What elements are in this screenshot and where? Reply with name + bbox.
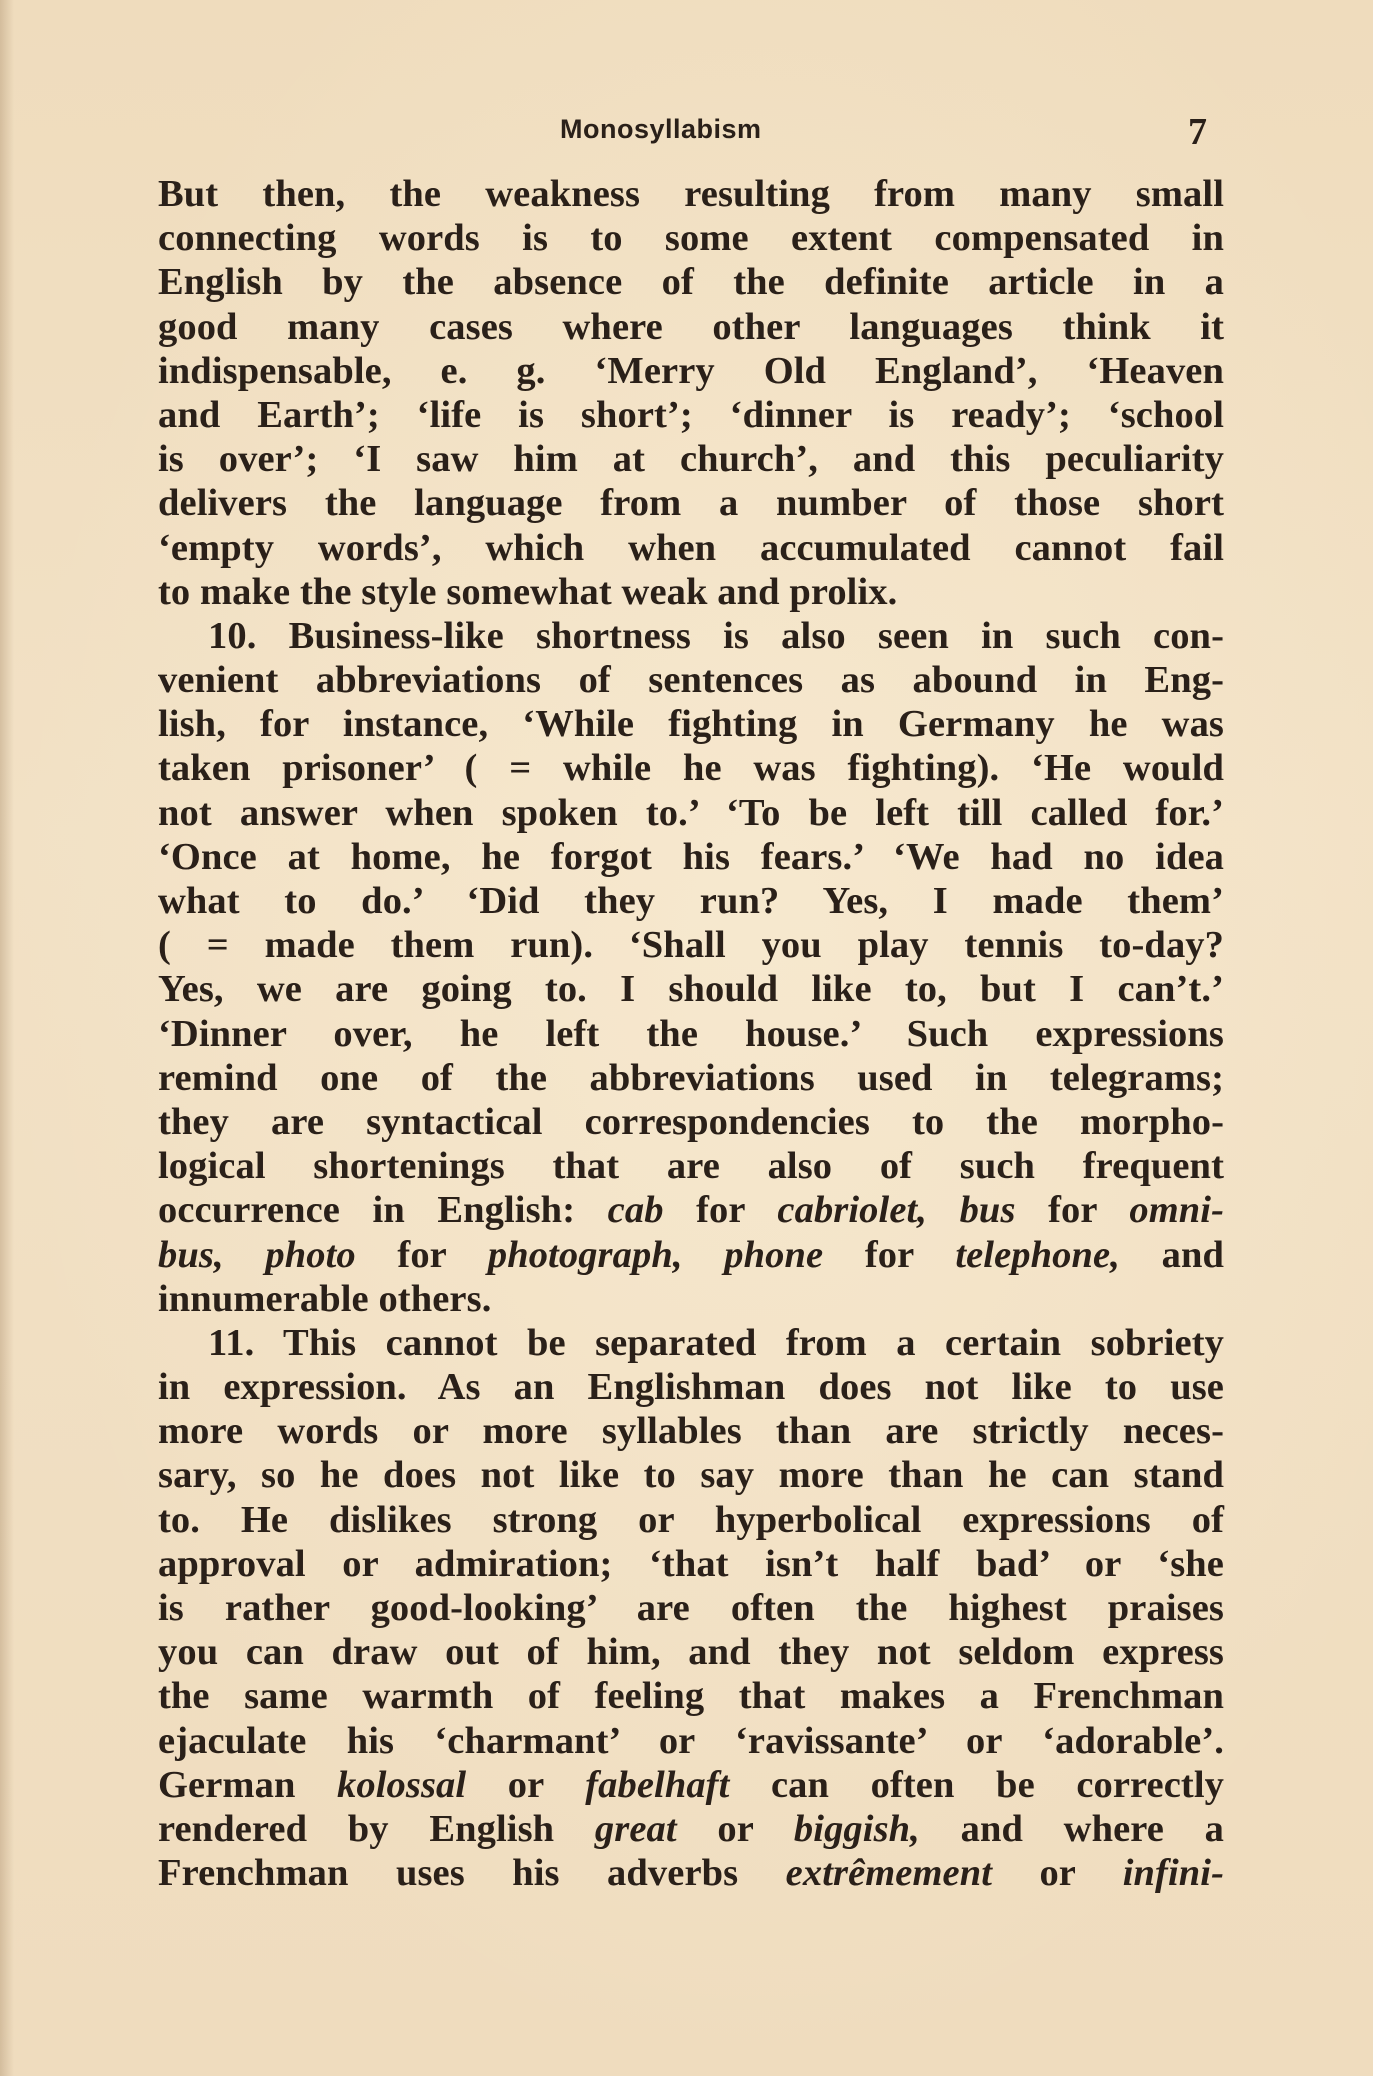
text-line: approval or admiration; ‘that isn’t half bad’ or ‘she	[158, 1542, 1224, 1585]
text-line: occurrence in English: cab for cabriolet, bus for omni-	[158, 1189, 1225, 1232]
text-line: lish, for instance, ‘While fighting in Germany he was	[158, 703, 1224, 746]
text-line: German kolossal or fabelhaft can often be correctly	[158, 1763, 1224, 1806]
text-line: indispensable, e. g. ‘Merry Old England’, ‘Heaven	[158, 349, 1224, 392]
text-line: ‘Dinner over, he left the house.’ Such expressions	[158, 1012, 1224, 1055]
text-line: more words or more syllables than are strictly neces-	[158, 1410, 1224, 1453]
page-number: 7	[1188, 111, 1207, 153]
text-line: taken prisoner’ ( = while he was fighting). ‘He would	[158, 747, 1224, 790]
text-line: ‘Once at home, he forgot his fears.’ ‘We had no idea	[158, 835, 1224, 878]
text-line: is over’; ‘I saw him at church’, and this peculiarity	[158, 438, 1224, 481]
text-line: in expression. As an Englishman does not like to use	[158, 1366, 1224, 1409]
paragraph-10-start: 10. Business-like shortness is also seen in such con-	[208, 614, 1224, 657]
text-line: venient abbreviations of sentences as abound in Eng-	[158, 659, 1224, 702]
text-line: and Earth’; ‘life is short’; ‘dinner is ready’; ‘school	[158, 393, 1224, 436]
text-line: Frenchman uses his adverbs extrêmement or infini-	[158, 1852, 1224, 1895]
text-line: sary, so he does not like to say more than he can stand	[158, 1454, 1224, 1497]
text-line: they are syntactical correspondencies to the morpho-	[158, 1100, 1224, 1143]
text-line: good many cases where other languages think it	[158, 305, 1224, 348]
running-title: Monosyllabism	[560, 114, 762, 144]
text-line: to make the style somewhat weak and prolix.	[158, 570, 898, 613]
text-line: not answer when spoken to.’ ‘To be left till called for.’	[158, 791, 1224, 834]
text-line: remind one of the abbreviations used in telegrams;	[158, 1056, 1224, 1099]
text-line: delivers the language from a number of those short	[158, 482, 1224, 525]
body-text	[158, 172, 1224, 1895]
text-line: logical shortenings that are also of such frequent	[158, 1145, 1224, 1188]
text-line: is rather good-looking’ are often the highest praises	[158, 1587, 1224, 1629]
text-line: you can draw out of him, and they not seldom express	[158, 1631, 1224, 1674]
text-line: ejaculate his ‘charmant’ or ‘ravissante’ or ‘adorable’.	[158, 1719, 1224, 1762]
text-line: rendered by English great or biggish, and where a	[158, 1807, 1224, 1850]
paragraph-11-start: 11. This cannot be separated from a certain sobriety	[208, 1321, 1224, 1364]
text-line: innumerable others.	[158, 1277, 492, 1320]
page-edge-shadow	[0, 0, 14, 2076]
text-line: bus, photo for photograph, phone for telephone, and	[158, 1233, 1224, 1276]
text-line: English by the absence of the definite article in a	[158, 261, 1224, 304]
text-line: to. He dislikes strong or hyperbolical expressions of	[158, 1498, 1224, 1541]
text-line: Yes, we are going to. I should like to, but I can’t.’	[158, 968, 1224, 1011]
text-line: connecting words is to some extent compensated in	[158, 217, 1224, 260]
text-line: But then, the weakness resulting from many small	[158, 173, 1224, 215]
text-line: ‘empty words’, which when accumulated cannot fail	[158, 526, 1224, 569]
text-line: what to do.’ ‘Did they run? Yes, I made them’	[158, 880, 1224, 922]
text-line: the same warmth of feeling that makes a Frenchman	[158, 1675, 1224, 1718]
text-line: ( = made them run). ‘Shall you play tennis to-day?	[158, 924, 1224, 967]
